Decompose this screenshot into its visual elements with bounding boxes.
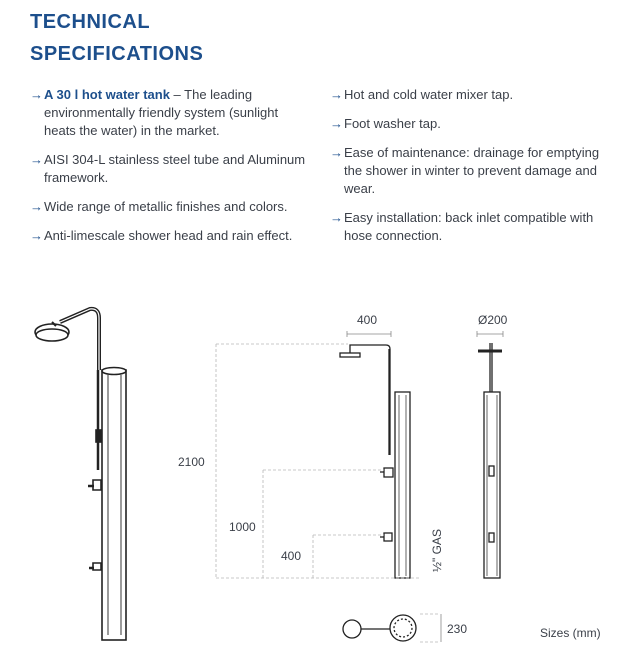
dim-diameter: Ø200 [478, 313, 508, 327]
dim-height-total: 2100 [178, 455, 205, 469]
spec-text: Hot and cold water mixer tap. [344, 87, 514, 102]
dim-inlet-gas: ½" GAS [430, 529, 444, 572]
sizes-units-label: Sizes (mm) [540, 626, 601, 640]
spec-text: Wide range of metallic finishes and colors. [44, 199, 288, 214]
arrow-right-icon: → [330, 145, 343, 160]
spec-text: AISI 304-L stainless steel tube and Aluminum framework. [44, 152, 306, 185]
title-line-1: TECHNICAL [30, 11, 151, 33]
arrow-right-icon: → [330, 87, 343, 102]
front-view-drawing [340, 331, 410, 578]
arrow-right-icon: → [30, 152, 43, 167]
side-view-drawing [477, 331, 503, 578]
arrow-right-icon: → [30, 199, 43, 214]
arrow-right-icon: → [330, 210, 343, 225]
spec-text: Easy installation: back inlet compatible with hose connection. [344, 210, 594, 243]
shower-product-illustration [35, 309, 126, 640]
title-line-2: SPECIFICATIONS [30, 43, 204, 65]
spec-text: Anti-limescale shower head and rain effect. [44, 228, 293, 243]
spec-highlight: A 30 l hot water tank [44, 87, 170, 102]
spec-text: Foot washer tap. [344, 116, 441, 131]
spec-text: – The leading environmentally friendly system (sunlight heats the water) in the market. [44, 87, 279, 138]
dim-depth: 230 [447, 622, 468, 636]
dim-height-low: 400 [281, 549, 302, 563]
arrow-right-icon: → [30, 87, 43, 102]
dim-width-top: 400 [357, 313, 378, 327]
spec-text: Ease of maintenance: drainage for emptying the shower in winter to prevent damage and wear. [344, 145, 600, 196]
dim-height-mid: 1000 [229, 520, 256, 534]
top-view-drawing [343, 614, 441, 642]
arrow-right-icon: → [330, 116, 343, 131]
arrow-right-icon: → [30, 228, 43, 243]
